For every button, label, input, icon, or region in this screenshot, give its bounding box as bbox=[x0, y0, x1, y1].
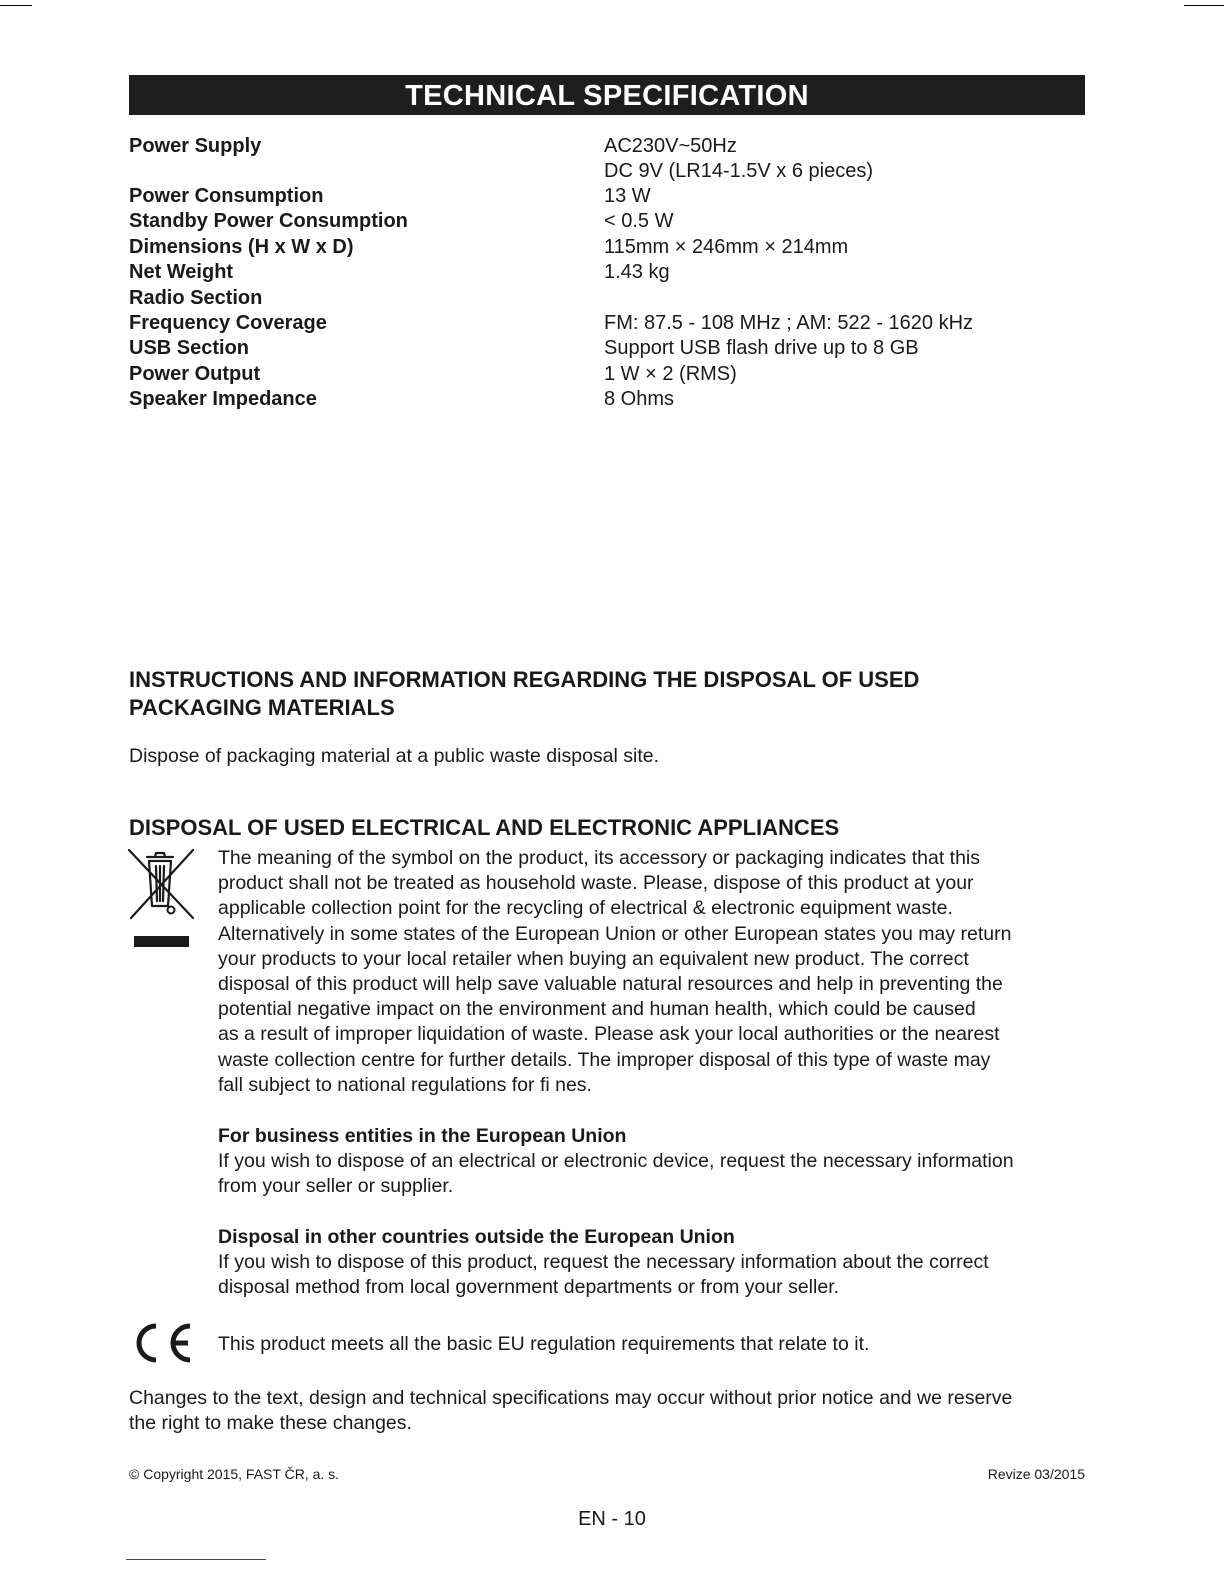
ce-mark-icon bbox=[128, 1320, 194, 1366]
revision: Revize 03/2015 bbox=[987, 1466, 1085, 1482]
spec-label: Dimensions (H x W x D) bbox=[129, 236, 354, 258]
text-line: The meaning of the symbol on the product, its accessory or packaging indicates that this bbox=[218, 847, 980, 869]
spec-row bbox=[129, 209, 1085, 234]
spec-value: 1.43 kg bbox=[604, 261, 670, 283]
spec-row bbox=[129, 235, 1085, 260]
spec-value: Support USB flash drive up to 8 GB bbox=[604, 337, 919, 359]
page-title: TECHNICAL SPECIFICATION bbox=[129, 75, 1085, 115]
spec-value: < 0.5 W bbox=[604, 210, 674, 232]
packaging-heading-line-1: INSTRUCTIONS AND INFORMATION REGARDING THE DISPOSAL OF USED bbox=[129, 667, 920, 692]
spec-value: AC230V~50Hz bbox=[604, 135, 737, 157]
spec-value: DC 9V (LR14-1.5V x 6 pieces) bbox=[604, 160, 874, 182]
spec-value: FM: 87.5 - 108 MHz ; AM: 522 - 1620 kHz bbox=[604, 312, 974, 334]
spec-value: 13 W bbox=[604, 185, 651, 207]
spec-value: 115mm × 246mm × 214mm bbox=[604, 236, 849, 258]
spec-label: USB Section bbox=[129, 337, 250, 359]
spec-value: 1 W × 2 (RMS) bbox=[604, 363, 737, 385]
spec-label: Power Supply bbox=[129, 135, 262, 157]
crop-mark-top-right bbox=[1184, 5, 1224, 6]
spec-label: Frequency Coverage bbox=[129, 312, 327, 334]
crop-mark-top-left bbox=[0, 5, 32, 6]
changes-text-line: the right to make these changes. bbox=[129, 1412, 412, 1434]
spec-row bbox=[129, 184, 1085, 209]
text-line: Alternatively in some states of the European Union or other European states you may return bbox=[218, 923, 1012, 945]
spec-row bbox=[129, 134, 1085, 159]
text-line: from your seller or supplier. bbox=[218, 1175, 454, 1197]
text-line: fall subject to national regulations for fi nes. bbox=[218, 1074, 592, 1096]
spec-label: Radio Section bbox=[129, 287, 263, 309]
spec-row bbox=[129, 387, 1085, 412]
text-line: as a result of improper liquidation of waste. Please ask your local authorities or the nearest bbox=[218, 1023, 1000, 1045]
packaging-text: Dispose of packaging material at a public waste disposal site. bbox=[129, 745, 660, 767]
text-line: disposal of this product will help save valuable natural resources and help in preventing the bbox=[218, 973, 1003, 995]
spec-row bbox=[129, 159, 1085, 184]
ce-statement: This product meets all the basic EU regulation requirements that relate to it. bbox=[218, 1333, 870, 1355]
business-heading: For business entities in the European Union bbox=[218, 1125, 627, 1147]
text-line: If you wish to dispose of an electrical or electronic device, request the necessary information bbox=[218, 1150, 1014, 1172]
text-line: waste collection centre for further details. The improper disposal of this type of waste may bbox=[218, 1049, 991, 1071]
spec-label: Standby Power Consumption bbox=[129, 210, 408, 232]
spec-row bbox=[129, 311, 1085, 336]
text-line: your products to your local retailer when buying an equivalent new product. The correct bbox=[218, 948, 969, 970]
spec-label: Net Weight bbox=[129, 261, 234, 283]
page-number: EN - 10 bbox=[578, 1508, 646, 1530]
spec-label: Power Consumption bbox=[129, 185, 324, 207]
spec-row bbox=[129, 336, 1085, 361]
spec-row bbox=[129, 260, 1085, 285]
changes-text-line: Changes to the text, design and technical specifications may occur without prior notice and we reserve bbox=[129, 1387, 1013, 1409]
text-line: product shall not be treated as household waste. Please, dispose of this product at your bbox=[218, 872, 974, 894]
spec-row bbox=[129, 286, 1085, 311]
appliances-heading: DISPOSAL OF USED ELECTRICAL AND ELECTRONIC APPLIANCES bbox=[129, 815, 840, 840]
text-line: If you wish to dispose of this product, request the necessary information about the correct bbox=[218, 1251, 989, 1273]
copyright: © Copyright 2015, FAST ČR, a. s. bbox=[129, 1466, 340, 1482]
other-countries-heading: Disposal in other countries outside the European Union bbox=[218, 1226, 735, 1248]
spec-label: Speaker Impedance bbox=[129, 388, 317, 410]
text-line: potential negative impact on the environment and human health, which could be caused bbox=[218, 998, 976, 1020]
spec-label: Power Output bbox=[129, 363, 261, 385]
text-line: applicable collection point for the recycling of electrical & electronic equipment waste. bbox=[218, 897, 953, 919]
crossed-out-wheelie-bin-icon bbox=[127, 848, 197, 948]
crop-mark-bottom-left bbox=[126, 1559, 266, 1560]
spec-value: 8 Ohms bbox=[604, 388, 675, 410]
packaging-heading-line-2: PACKAGING MATERIALS bbox=[129, 695, 395, 720]
spec-row bbox=[129, 362, 1085, 387]
text-line: disposal method from local government departments or from your seller. bbox=[218, 1276, 840, 1298]
